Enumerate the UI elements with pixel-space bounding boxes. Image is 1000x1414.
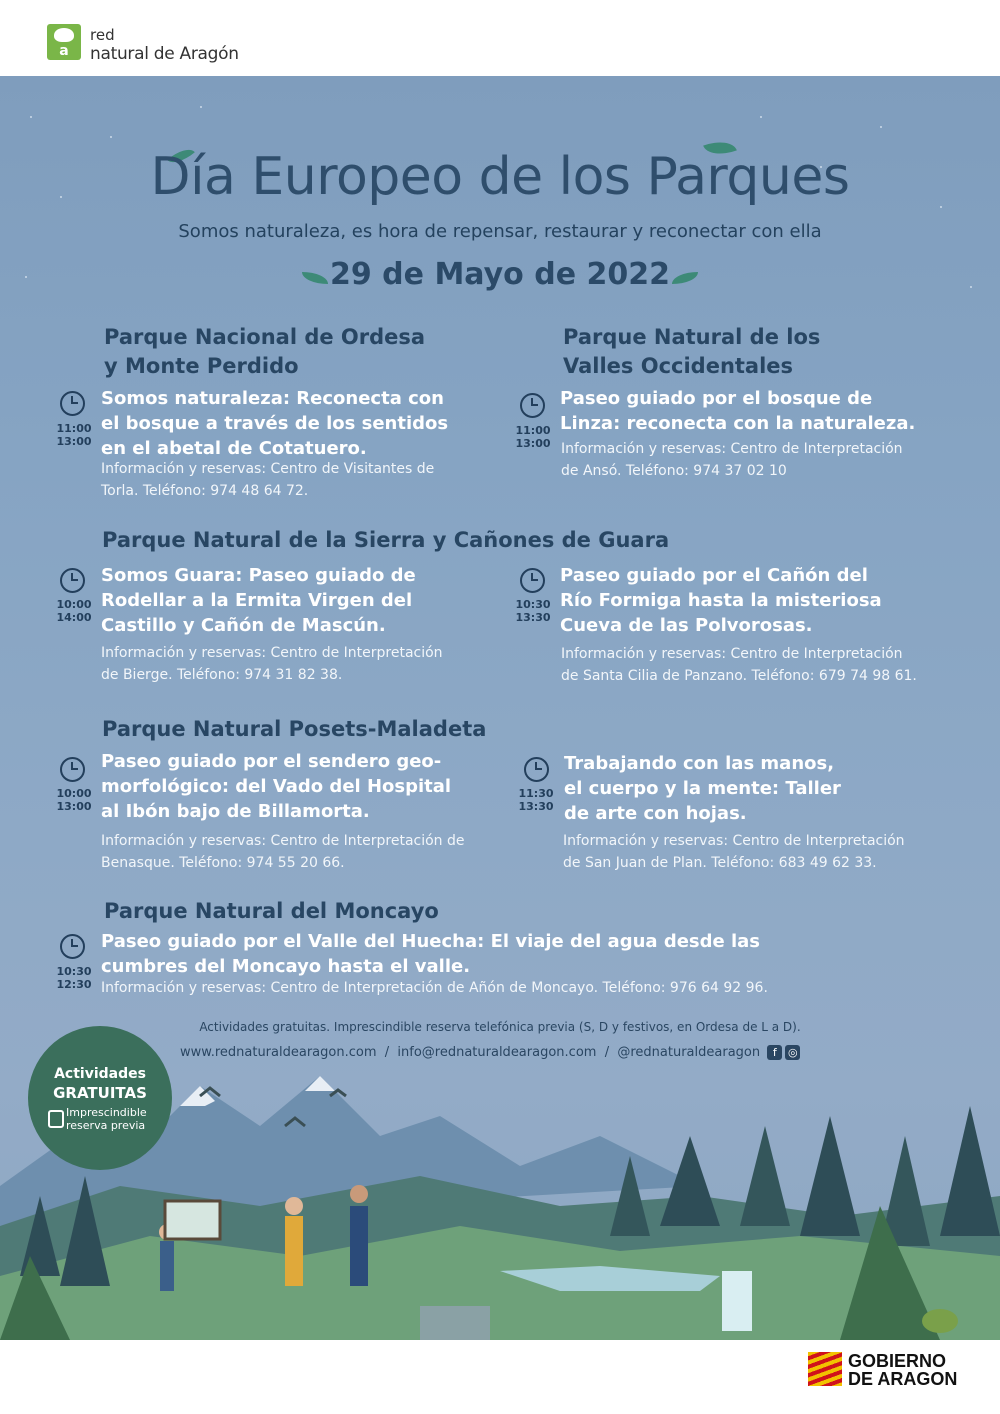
activity-line: el bosque a través de los sentidos	[101, 413, 449, 434]
tree-icon	[54, 28, 74, 42]
park-title-line: Valles Occidentales	[563, 354, 794, 378]
clock-icon	[524, 757, 549, 782]
park-title-line: Parque Natural de los	[563, 325, 821, 349]
activity-title	[560, 386, 915, 436]
star	[110, 136, 112, 138]
activity-line: el cuerpo y la mente: Taller	[564, 778, 841, 799]
activity-line: Trabajando con las manos,	[564, 753, 835, 774]
badge-line2: GRATUITAS	[53, 1084, 147, 1102]
activity-line: Paseo guiado por el Valle del Huecha: El viaje del agua desde las	[101, 931, 761, 952]
park-title-posets-maladeta: Parque Natural Posets-Maladeta	[102, 717, 487, 741]
activity-time	[52, 422, 96, 448]
star	[880, 126, 882, 128]
activity-info	[563, 830, 905, 874]
activity-line: Rodellar a la Ermita Virgen del	[101, 590, 413, 611]
logo-mark: a	[59, 43, 69, 59]
park-title-guara: Parque Natural de la Sierra y Cañones de Guara	[102, 528, 670, 552]
time-end: 13:30	[515, 611, 551, 624]
activity-line: Somos naturaleza: Reconecta con	[101, 388, 444, 409]
red-natural-logo[interactable]	[47, 24, 81, 60]
footer-note: Actividades gratuitas. Imprescindible reserva telefónica previa (S, D y festivos, en Ordesa de L a D).	[199, 1020, 801, 1034]
info-line: de Ansó. Teléfono: 974 37 02 10	[561, 463, 787, 479]
activity-time	[511, 424, 555, 450]
activity-line: cumbres del Moncayo hasta el valle.	[101, 956, 471, 977]
activity-title	[101, 386, 448, 461]
activity-line: Cueva de las Polvorosas.	[560, 615, 813, 636]
social-handle[interactable]: @rednaturaldearagon	[617, 1045, 761, 1060]
activity-info	[101, 830, 465, 874]
info-line: Información y reservas: Centro de Interpretación	[561, 646, 903, 662]
activity-line: Castillo y Cañón de Mascún.	[101, 615, 386, 636]
activity-line: Paseo guiado por el sendero geo-	[101, 751, 442, 772]
frog	[922, 1309, 958, 1333]
separator: /	[384, 1045, 390, 1060]
activity-time	[511, 598, 555, 624]
star	[200, 106, 202, 108]
activity-info	[561, 643, 917, 687]
hiker	[285, 1216, 303, 1286]
time-end: 13:00	[515, 437, 551, 450]
badge-line4: reserva previa	[66, 1119, 146, 1132]
page-title: Día Europeo de los Parques	[150, 147, 850, 207]
hiker	[350, 1206, 368, 1286]
trail-map-sign	[165, 1201, 220, 1239]
info-line: Información y reservas: Centro de Interpretación	[101, 645, 443, 661]
activity-line: en el abetal de Cotatuero.	[101, 438, 367, 459]
park-title-ordesa	[104, 323, 425, 381]
activity-title	[564, 751, 841, 826]
time-start: 11:30	[518, 787, 554, 800]
badge-subtext	[66, 1106, 147, 1132]
logo-text-line2: natural de Aragón	[90, 44, 239, 64]
footer-links	[180, 1045, 800, 1060]
waterfall	[722, 1271, 752, 1331]
time-start: 11:00	[515, 424, 551, 437]
badge-line3: Imprescindible	[66, 1106, 147, 1119]
clock-icon	[60, 568, 85, 593]
star	[760, 116, 762, 118]
page-subtitle: Somos naturaleza, es hora de repensar, restaurar y reconectar con ella	[178, 221, 822, 242]
activity-line: Río Formiga hasta la misteriosa	[560, 590, 882, 611]
activity-title	[101, 563, 416, 638]
time-start: 10:30	[515, 598, 551, 611]
activity-line: Paseo guiado por el Cañón del	[560, 565, 868, 586]
time-start: 11:00	[56, 422, 92, 435]
clock-icon	[520, 393, 545, 418]
hiker-head	[285, 1197, 303, 1215]
clock-icon	[520, 568, 545, 593]
time-end: 12:30	[56, 978, 92, 991]
time-end: 13:00	[56, 800, 92, 813]
activity-line: morfológico: del Vado del Hospital	[101, 776, 452, 797]
event-date: 29 de Mayo de 2022	[329, 257, 670, 292]
park-title-valles-occidentales	[563, 323, 820, 381]
time-end: 13:30	[518, 800, 554, 813]
info-line: Información y reservas: Centro de Visitantes de	[101, 461, 435, 477]
aragon-flag-icon	[808, 1352, 842, 1386]
activity-line: Paseo guiado por el bosque de	[560, 388, 873, 409]
activity-line: al Ibón bajo de Billamorta.	[101, 801, 370, 822]
info-line: Información y reservas: Centro de Interpretación de Añón de Moncayo. Teléfono: 976 64 92 96.	[101, 980, 768, 996]
info-line: de San Juan de Plan. Teléfono: 683 49 62 33.	[563, 855, 877, 871]
activity-line: Somos Guara: Paseo guiado de	[101, 565, 416, 586]
activity-time	[514, 787, 558, 813]
activity-title	[101, 749, 451, 824]
park-title-line: Parque Nacional de Ordesa	[104, 325, 426, 349]
activity-info	[561, 438, 903, 482]
pine-tree	[740, 1126, 790, 1226]
hiker	[160, 1241, 174, 1291]
time-start: 10:00	[56, 787, 92, 800]
clock-icon	[60, 391, 85, 416]
gov-logo-line1: GOBIERNO	[848, 1351, 947, 1371]
info-line: Benasque. Teléfono: 974 55 20 66.	[101, 855, 345, 871]
info-line: Información y reservas: Centro de Interpretación	[563, 833, 905, 849]
time-start: 10:00	[56, 598, 92, 611]
snow-peak	[305, 1076, 335, 1091]
badge-line1: Actividades	[54, 1066, 146, 1082]
website-link[interactable]: www.rednaturaldearagon.com	[180, 1045, 377, 1060]
activity-title	[101, 929, 760, 979]
clock-icon	[60, 934, 85, 959]
activity-line: Linza: reconecta con la naturaleza.	[560, 413, 916, 434]
logo-text-line1: red	[90, 26, 115, 44]
clock-icon	[60, 757, 85, 782]
instagram-icon[interactable]: ◎	[785, 1045, 800, 1060]
info-line: Torla. Teléfono: 974 48 64 72.	[101, 483, 309, 499]
info-line: de Santa Cilia de Panzano. Teléfono: 679 74 98 61.	[561, 668, 917, 684]
park-title-moncayo: Parque Natural del Moncayo	[104, 899, 439, 923]
email-link[interactable]: info@rednaturaldearagon.com	[397, 1045, 597, 1060]
activity-line: de arte con hojas.	[564, 803, 747, 824]
facebook-icon[interactable]: f	[767, 1045, 782, 1060]
park-title-line: y Monte Perdido	[104, 354, 299, 378]
separator: /	[604, 1045, 610, 1060]
info-line: Información y reservas: Centro de Interpretación	[561, 441, 903, 457]
activity-title	[560, 563, 882, 638]
rocks	[420, 1306, 490, 1340]
activity-info	[101, 458, 434, 502]
info-line: de Bierge. Teléfono: 974 31 82 38.	[101, 667, 343, 683]
time-start: 10:30	[56, 965, 92, 978]
time-end: 14:00	[56, 611, 92, 624]
pine-tree	[940, 1106, 1000, 1236]
activity-time	[52, 787, 96, 813]
free-activities-badge	[28, 1026, 172, 1170]
header-bar	[0, 0, 1000, 76]
phone-icon	[48, 1110, 64, 1128]
info-line: Información y reservas: Centro de Interpretación de	[101, 833, 465, 849]
time-end: 13:00	[56, 435, 92, 448]
pine-tree	[800, 1116, 860, 1236]
activity-time	[52, 598, 96, 624]
gov-logo-line2: DE ARAGON	[848, 1369, 958, 1389]
activity-info	[101, 642, 443, 686]
activity-info	[101, 977, 768, 999]
activity-time	[52, 965, 96, 991]
hiker-head	[350, 1185, 368, 1203]
star	[30, 116, 32, 118]
